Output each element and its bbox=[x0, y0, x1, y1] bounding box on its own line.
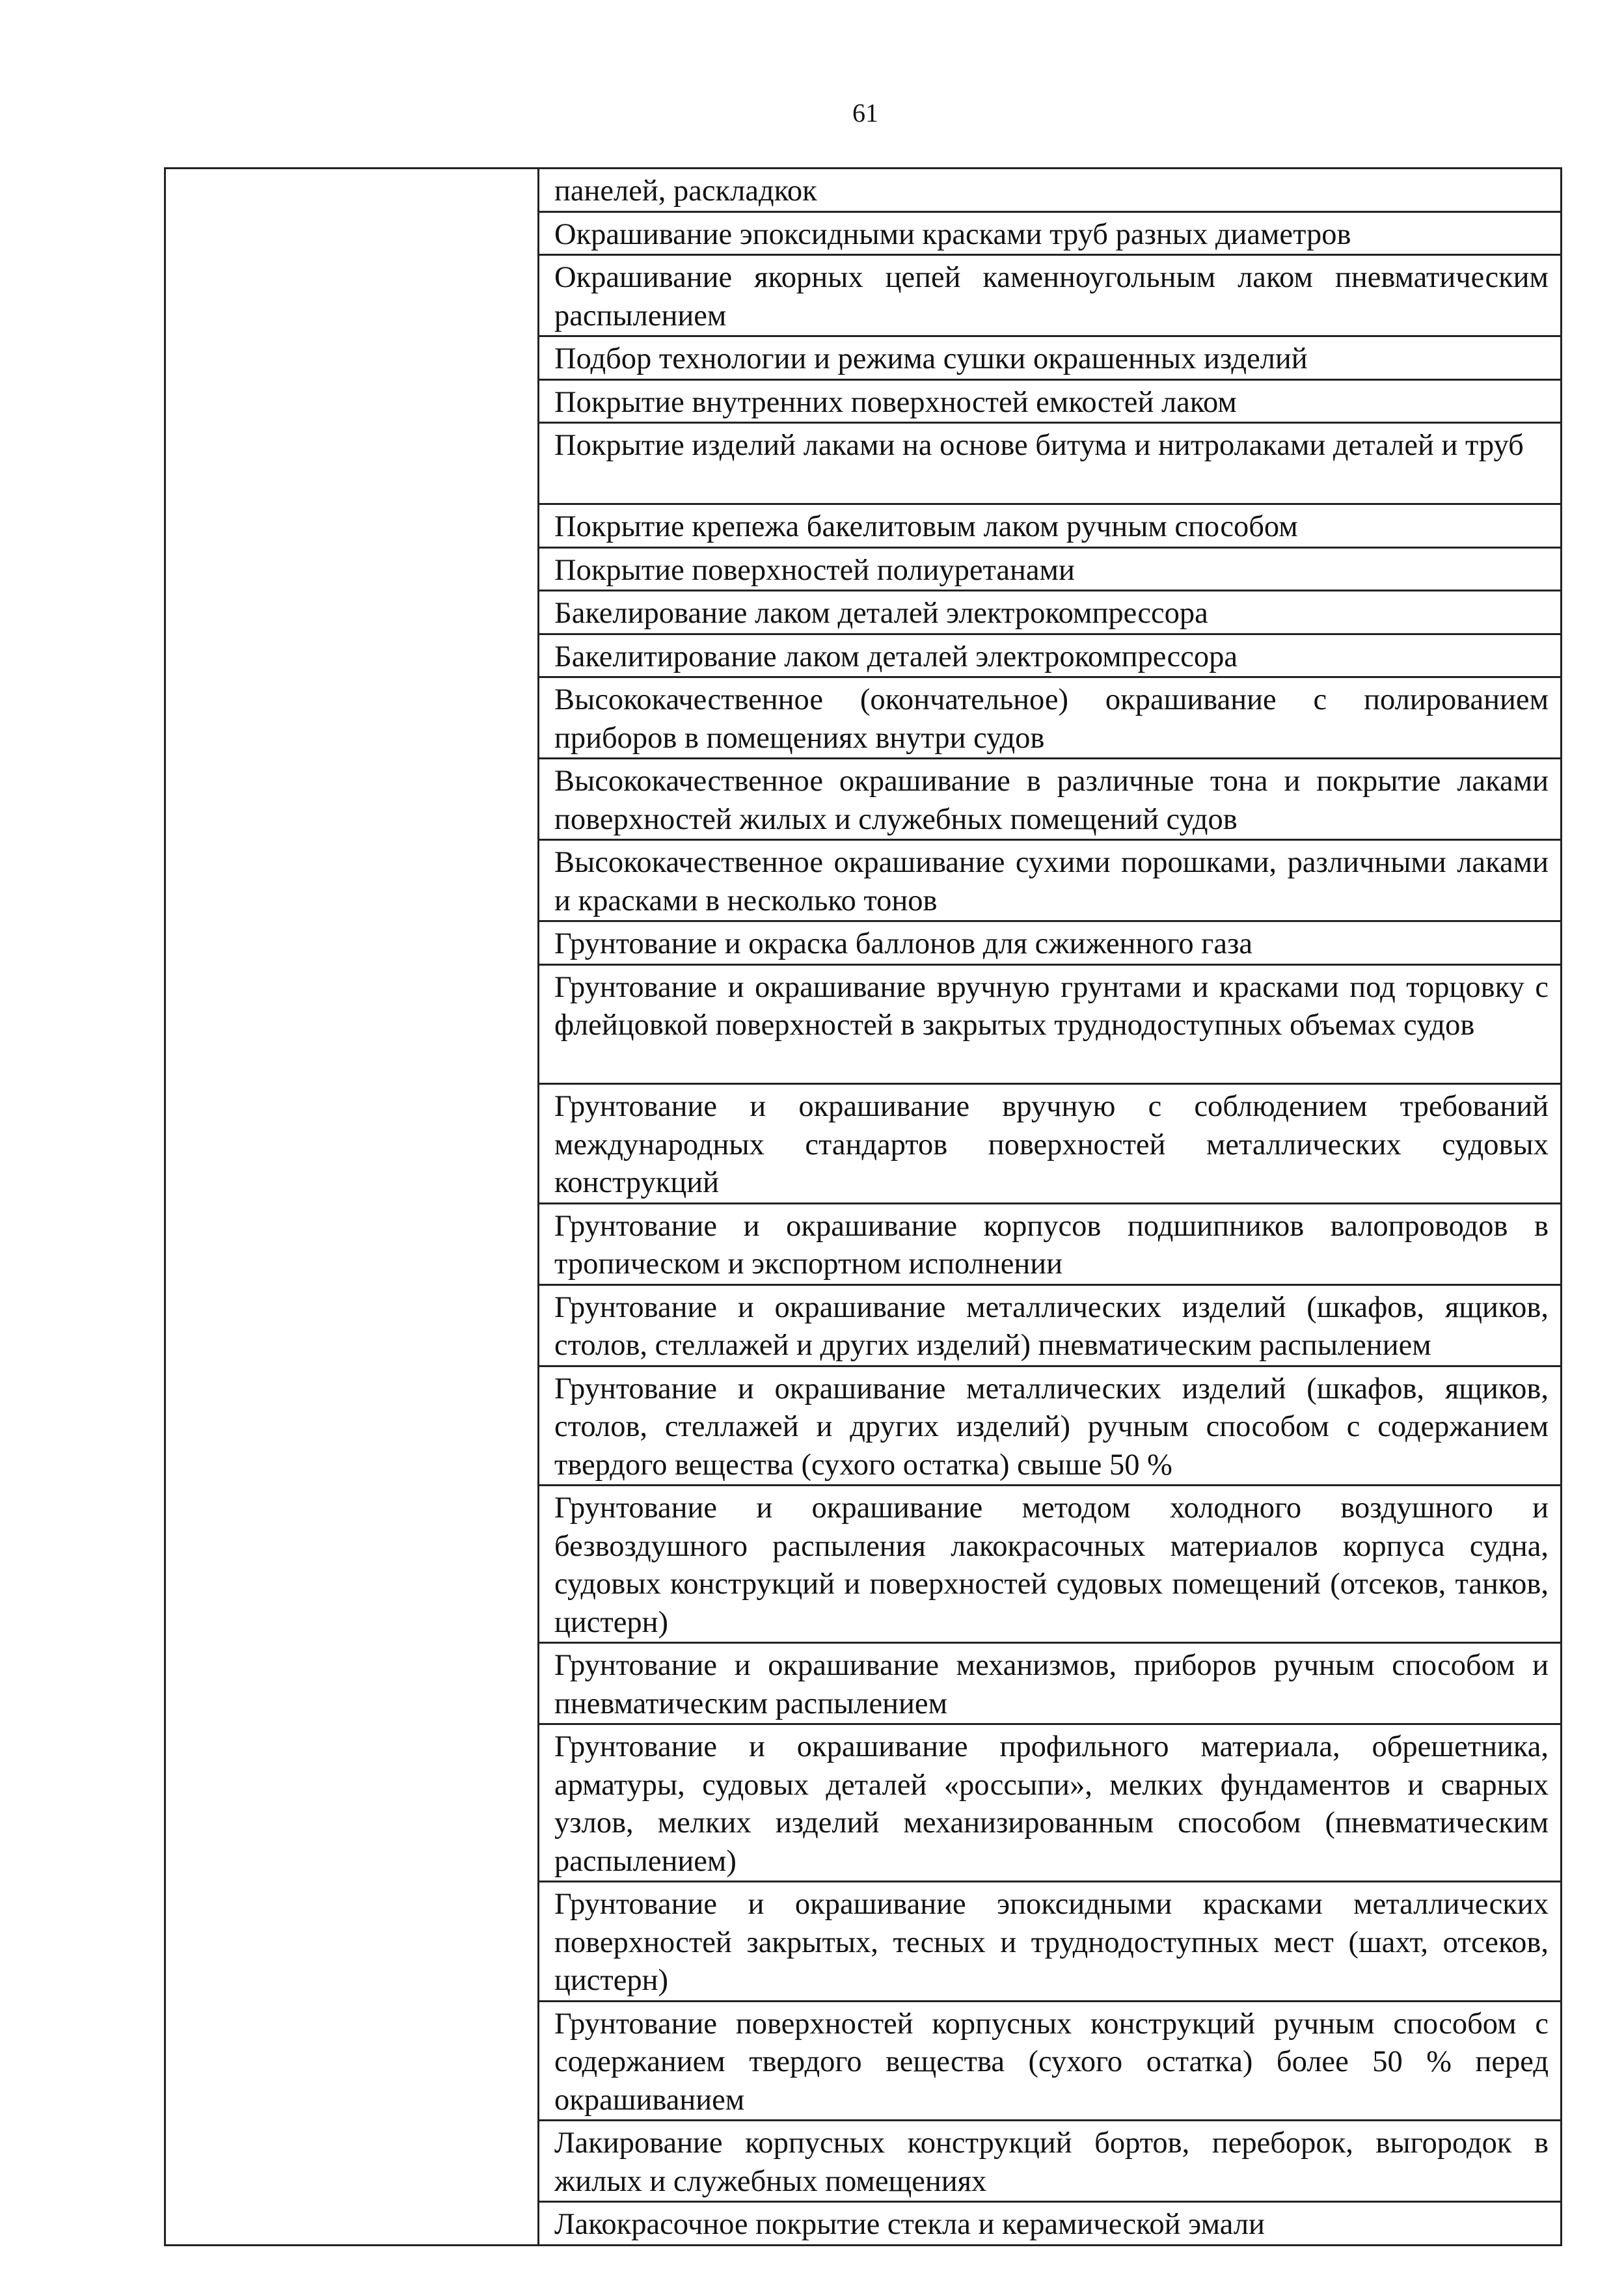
work-type-text: Грунтование и окрашивание методом холодного воздушного и безвоздушного распыления лакокрасочных материалов корпуса судна, судовых конструкций и поверхностей судовых помещений (отсеков, танков, цистерн) bbox=[554, 1491, 1549, 1639]
work-type-cell bbox=[539, 379, 1562, 423]
work-type-text: Бакелитирование лаком деталей электрокомпрессора bbox=[554, 640, 1238, 673]
work-type-cell bbox=[539, 2202, 1562, 2246]
work-type-cell bbox=[539, 1643, 1562, 1724]
work-type-text: Бакелирование лаком деталей электрокомпрессора bbox=[554, 597, 1208, 630]
work-type-text: Грунтование и окрашивание вручную грунтами и красками под торцовку с флейцовкой поверхностей в закрытых труднодоступных объемах судов bbox=[554, 970, 1549, 1042]
work-type-cell bbox=[539, 759, 1562, 840]
work-type-text: Покрытие внутренних поверхностей емкостей лаком bbox=[554, 385, 1237, 419]
work-type-text: Грунтование и окрашивание металлических изделий (шкафов, ящиков, столов, стеллажей и других изделий) пневматическим распылением bbox=[554, 1290, 1549, 1362]
work-type-text: Грунтование и окрашивание эпоксидными красками металлических поверхностей закрытых, тесных и труднодоступных мест (шахт, отсеков, цистерн) bbox=[554, 1888, 1549, 1997]
work-type-cell bbox=[539, 1084, 1562, 1204]
work-type-cell bbox=[539, 1366, 1562, 1486]
work-type-cell bbox=[539, 964, 1562, 1084]
work-type-text: Покрытие крепежа бакелитовым лаком ручным способом bbox=[554, 510, 1298, 543]
work-type-text: Лакокрасочное покрытие стекла и керамической эмали bbox=[554, 2208, 1265, 2241]
work-type-cell bbox=[539, 591, 1562, 634]
work-type-cell bbox=[539, 169, 1562, 212]
work-type-cell bbox=[539, 504, 1562, 548]
work-type-text: панелей, раскладкок bbox=[554, 174, 817, 208]
table-row bbox=[165, 169, 1562, 212]
work-type-text: Грунтование и окрашивание корпусов подшипников валопроводов в тропическом и экспортном исполнении bbox=[554, 1209, 1549, 1281]
work-type-text: Лакирование корпусных конструкций бортов, переборок, выгородок в жилых и служебных помещениях bbox=[554, 2126, 1549, 2198]
work-type-cell bbox=[539, 211, 1562, 255]
work-type-text: Грунтование и окраска баллонов для сжиженного газа bbox=[554, 927, 1253, 960]
work-type-text: Высококачественное окрашивание сухими порошками, различными лаками и красками в несколько тонов bbox=[554, 846, 1549, 917]
work-type-text: Подбор технологии и режима сушки окрашенных изделий bbox=[554, 342, 1308, 375]
work-type-text: Грунтование и окрашивание металлических изделий (шкафов, ящиков, столов, стеллажей и других изделий) ручным способом с содержанием твердого вещества (сухого остатка) свыше 50 % bbox=[554, 1372, 1549, 1482]
work-type-text: Грунтование и окрашивание вручную с соблюдением требований международных стандартов поверхностей металлических судовых конструкций bbox=[554, 1090, 1549, 1199]
work-type-text: Высококачественное (окончательное) окрашивание с полированием приборов в помещениях внутри судов bbox=[554, 683, 1549, 755]
work-type-cell bbox=[539, 1203, 1562, 1284]
work-type-cell bbox=[539, 336, 1562, 380]
work-type-text: Покрытие поверхностей полиуретанами bbox=[554, 553, 1075, 587]
work-type-cell bbox=[539, 634, 1562, 677]
work-type-text: Окрашивание якорных цепей каменноугольным лаком пневматическим распылением bbox=[554, 261, 1549, 333]
work-type-cell bbox=[539, 255, 1562, 336]
work-type-text: Покрытие изделий лаками на основе битума и нитролаками деталей и труб bbox=[554, 429, 1524, 462]
work-type-cell bbox=[539, 921, 1562, 965]
work-type-cell bbox=[539, 1284, 1562, 1366]
page-number: 61 bbox=[852, 98, 878, 128]
work-type-text: Грунтование и окрашивание механизмов, приборов ручным способом и пневматическим распылением bbox=[554, 1649, 1549, 1720]
work-type-cell bbox=[539, 547, 1562, 591]
occupation-table bbox=[164, 167, 1562, 2246]
work-type-text: Окрашивание эпоксидными красками труб разных диаметров bbox=[554, 217, 1351, 251]
work-type-cell bbox=[539, 677, 1562, 759]
work-type-cell bbox=[539, 1882, 1562, 2002]
work-type-cell bbox=[539, 1486, 1562, 1643]
work-type-text: Высококачественное окрашивание в различные тона и покрытие лаками поверхностей жилых и служебных помещений судов bbox=[554, 765, 1549, 836]
work-type-text: Грунтование и окрашивание профильного материала, обрешетника, арматуры, судовых деталей «россыпи», мелких фундаментов и сварных узлов, мелких изделий механизированным способом (пневматическим распылением) bbox=[554, 1730, 1549, 1878]
work-type-text: Грунтование поверхностей корпусных конструкций ручным способом с содержанием твердого вещества (сухого остатка) более 50 % перед окрашиванием bbox=[554, 2007, 1549, 2117]
left-empty-cell bbox=[165, 169, 539, 2246]
work-type-cell bbox=[539, 2121, 1562, 2202]
work-type-cell bbox=[539, 840, 1562, 921]
work-type-cell bbox=[539, 2001, 1562, 2121]
work-type-cell bbox=[539, 423, 1562, 504]
work-type-cell bbox=[539, 1724, 1562, 1882]
